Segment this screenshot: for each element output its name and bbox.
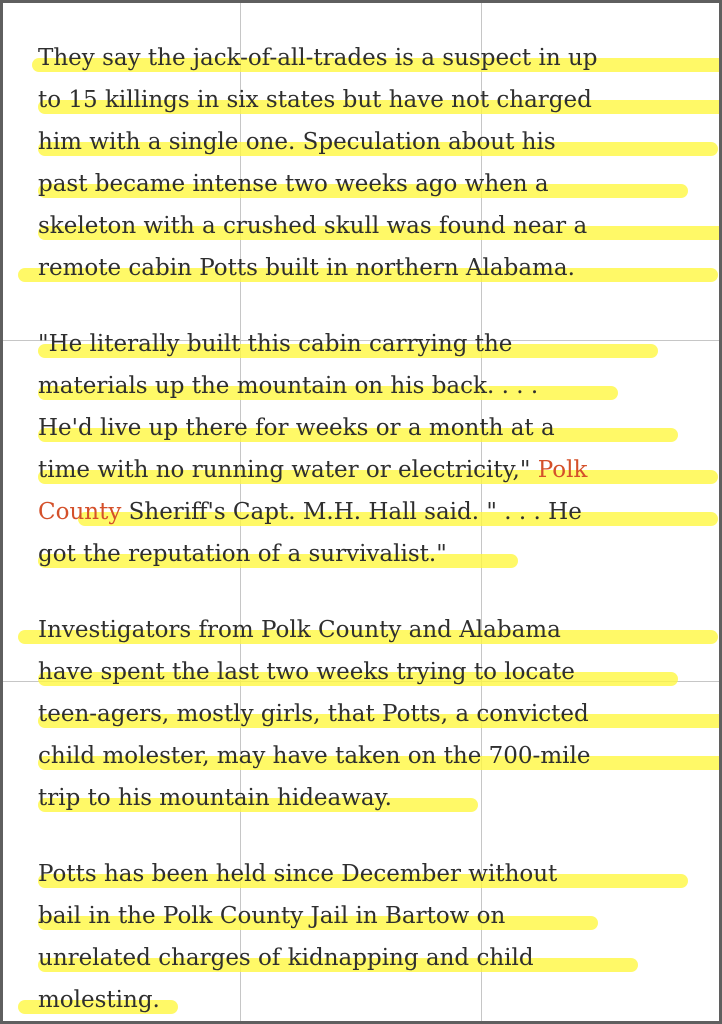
text-line: [38, 79, 710, 121]
line-text: time with no running water or electricity,": [38, 457, 538, 483]
text-line: [38, 449, 710, 491]
text-line: [38, 37, 710, 79]
text-line: [38, 693, 710, 735]
paragraph: [38, 323, 710, 575]
text-line: [38, 937, 710, 979]
text-line: [38, 491, 710, 533]
text-line: [38, 365, 710, 407]
line-text: him with a single one. Speculation about his: [38, 129, 556, 155]
line-text: "He literally built this cabin carrying the: [38, 331, 513, 357]
line-text: got the reputation of a survivalist.": [38, 541, 447, 567]
paragraph: [38, 37, 710, 289]
text-line: [38, 247, 710, 289]
line-text: child molester, may have taken on the 700-mile: [38, 743, 591, 769]
line-text: have spent the last two weeks trying to locate: [38, 659, 575, 685]
article-text: [38, 37, 710, 1021]
line-text: remote cabin Potts built in northern Alabama.: [38, 255, 575, 281]
text-line: [38, 121, 710, 163]
line-text: teen-agers, mostly girls, that Potts, a convicted: [38, 701, 589, 727]
paragraph: [38, 853, 710, 1021]
line-text: materials up the mountain on his back. . . .: [38, 373, 539, 399]
line-text: They say the jack-of-all-trades is a suspect in up: [38, 45, 598, 71]
text-line: [38, 895, 710, 937]
text-line: [38, 735, 710, 777]
text-line: [38, 323, 710, 365]
line-text: unrelated charges of kidnapping and child: [38, 945, 534, 971]
accent-text[interactable]: County: [38, 499, 122, 525]
accent-text[interactable]: Polk: [537, 457, 588, 483]
line-text: Sheriff's Capt. M.H. Hall said. " . . . He: [121, 499, 582, 525]
text-line: [38, 609, 710, 651]
text-line: [38, 651, 710, 693]
text-line: [38, 163, 710, 205]
line-text: Investigators from Polk County and Alabama: [38, 617, 561, 643]
text-line: [38, 407, 710, 449]
line-text: He'd live up there for weeks or a month at a: [38, 415, 555, 441]
line-text: past became intense two weeks ago when a: [38, 171, 549, 197]
line-text: skeleton with a crushed skull was found near a: [38, 213, 588, 239]
line-text: molesting.: [38, 987, 160, 1013]
paragraph: [38, 609, 710, 819]
text-line: [38, 205, 710, 247]
text-line: [38, 979, 710, 1021]
document-page: [3, 3, 719, 1021]
text-line: [38, 777, 710, 819]
line-text: Potts has been held since December without: [38, 861, 558, 887]
line-text: trip to his mountain hideaway.: [38, 785, 392, 811]
text-line: [38, 533, 710, 575]
line-text: bail in the Polk County Jail in Bartow on: [38, 903, 506, 929]
line-text: to 15 killings in six states but have not charged: [38, 87, 592, 113]
text-line: [38, 853, 710, 895]
